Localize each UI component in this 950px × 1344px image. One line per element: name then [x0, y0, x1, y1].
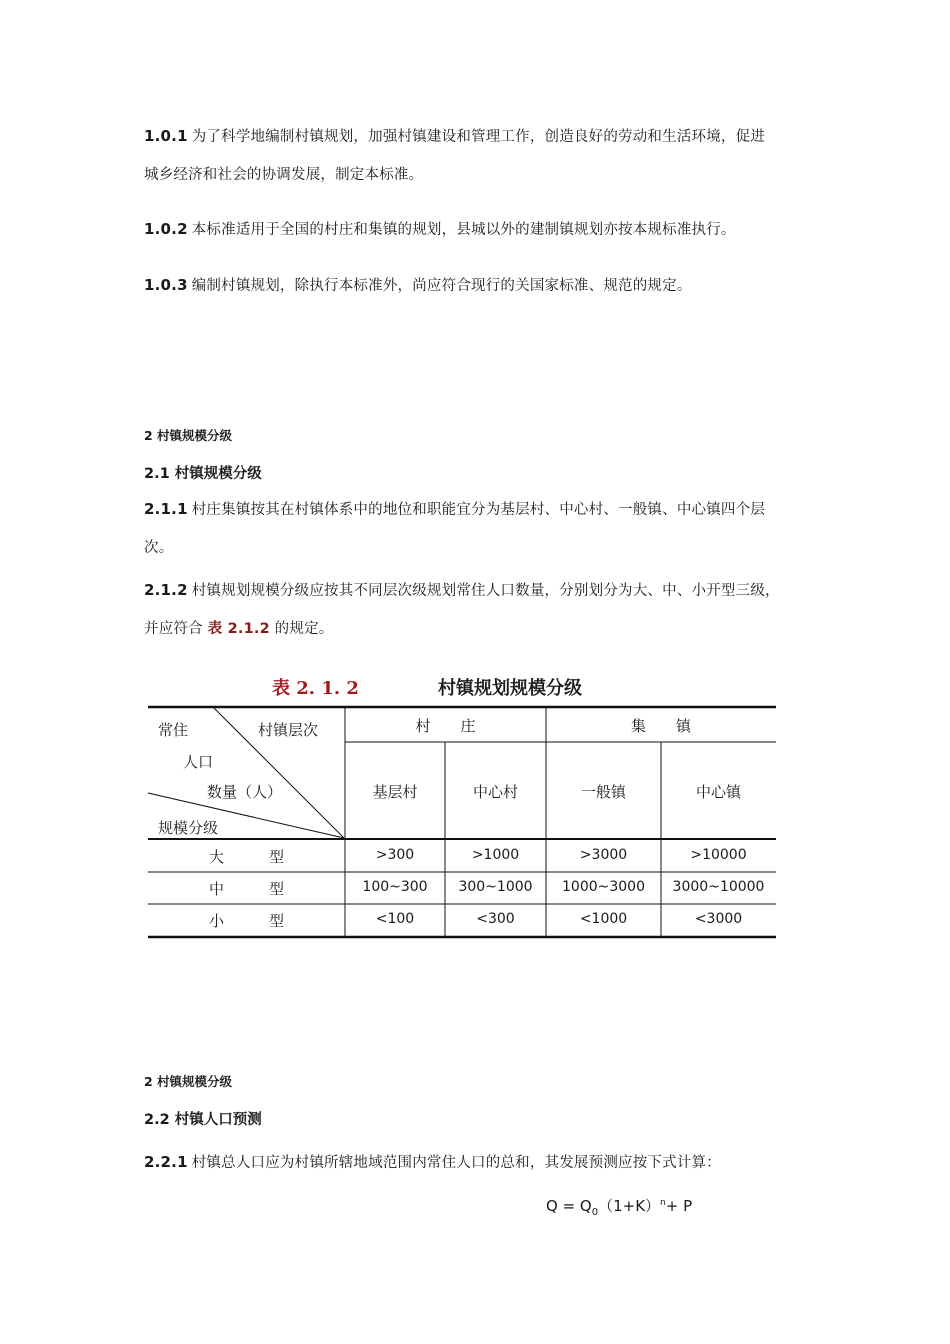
table-cell: 100~300 — [362, 879, 428, 895]
clause-text: 编制村镇规划，除执行本标准外，尚应符合现行的关国家标准、规范的规定。 — [191, 278, 692, 294]
formula-plus-p: + P — [665, 1197, 693, 1215]
population-formula — [546, 1195, 692, 1218]
clause-text: 村庄集镇按其在村镇体系中的地位和职能宜分为基层村、中心村、一般镇、中心镇四个层 — [191, 502, 766, 518]
section-heading: 2.1 村镇规模分级 — [144, 466, 262, 482]
clause-text-cont: 次。 — [144, 540, 174, 556]
clause-number: 1.0.3 — [144, 276, 188, 294]
clause-text: 为了科学地编制村镇规划，加强村镇建设和管理工作，创造良好的劳动和生活环境，促进 — [191, 129, 766, 145]
formula-subscript: 0 — [591, 1207, 599, 1218]
formula-growth: （1+K） — [598, 1197, 661, 1215]
table-cell: 1000~3000 — [562, 879, 645, 895]
corner-label-population: 人口 — [183, 753, 214, 771]
formula-q: Q = Q — [546, 1197, 592, 1215]
corner-label-grade: 规模分级 — [158, 819, 219, 837]
table-cell: 300~1000 — [458, 879, 533, 895]
corner-label-resident: 常住 — [158, 721, 189, 739]
table-cell: >300 — [375, 847, 415, 863]
table-cell: <300 — [476, 911, 515, 927]
level-header: 中心村 — [472, 783, 518, 801]
level-header: 基层村 — [372, 783, 418, 801]
table-cell: 3000~10000 — [672, 879, 765, 895]
clause-number: 2.2.1 — [144, 1153, 188, 1171]
clause-2-2-1 — [144, 1143, 812, 1182]
row-label: 小 型 — [208, 912, 284, 930]
chapter-heading: 2 村镇规模分级 — [144, 428, 233, 443]
table-cell: >3000 — [579, 847, 628, 863]
row-label: 中 型 — [208, 880, 284, 898]
clause-text: 本标准适用于全国的村庄和集镇的规划，县城以外的建制镇规划亦按本规标准执行。 — [191, 222, 736, 238]
clause-text: 村镇总人口应为村镇所辖地域范围内常住人口的总和，其发展预测应按下式计算： — [191, 1155, 721, 1171]
table-caption-title: 村镇规划规模分级 — [438, 678, 582, 699]
formula-exponent: n — [660, 1198, 666, 1208]
corner-label-count: 数量（人） — [207, 783, 283, 801]
group-header-town: 集 镇 — [630, 717, 691, 735]
clause-text-cont: 并应符合 — [144, 621, 203, 637]
clause-text-cont: 城乡经济和社会的协调发展，制定本标准。 — [144, 167, 424, 183]
clause-text: 村镇规划规模分级应按其不同层次级规划常住人口数量，分别划分为大、中、小开型三级， — [191, 583, 780, 599]
chapter-heading: 2 村镇规模分级 — [144, 1074, 233, 1089]
level-header: 中心镇 — [695, 783, 741, 801]
table-cell: <100 — [375, 911, 415, 927]
clause-number: 1.0.1 — [144, 127, 188, 145]
clause-text-cont: 的规定。 — [274, 621, 334, 637]
corner-label-level: 村镇层次 — [258, 721, 319, 739]
clause-number: 1.0.2 — [144, 220, 188, 238]
row-label: 大 型 — [208, 848, 284, 866]
section-heading: 2.2 村镇人口预测 — [144, 1112, 262, 1128]
clause-number: 2.1.2 — [144, 581, 188, 599]
table-cell: <1000 — [579, 911, 628, 927]
group-header-village: 村 庄 — [415, 717, 476, 735]
table-cell: <3000 — [694, 911, 743, 927]
table-caption-number: 表 2. 1. 2 — [272, 678, 359, 699]
level-header: 一般镇 — [580, 783, 626, 801]
table-reference-link[interactable]: 表 2.1.2 — [207, 621, 270, 637]
table-cell: >1000 — [471, 847, 520, 863]
clause-number: 2.1.1 — [144, 500, 188, 518]
table-cell: >10000 — [690, 847, 747, 863]
